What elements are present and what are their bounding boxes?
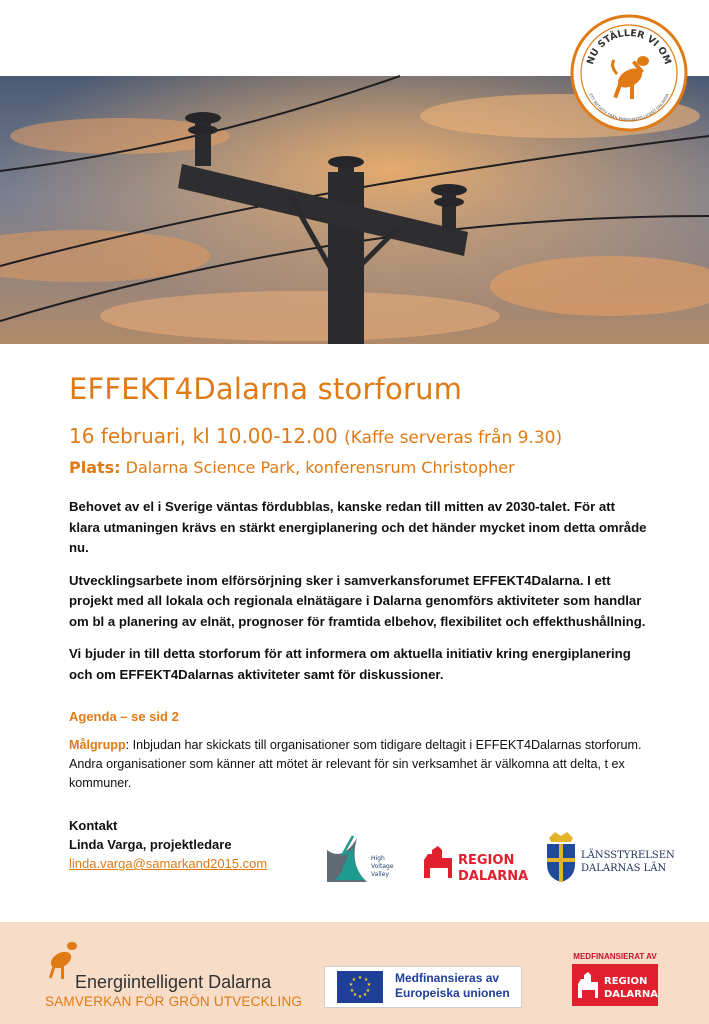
eu-line2: Europeiska unionen: [395, 986, 510, 1000]
target-group: [69, 736, 649, 793]
place-label: Plats:: [69, 458, 121, 477]
date-main: 16 februari, kl 10.00-12.00: [69, 424, 338, 448]
svg-text:REGION: REGION: [458, 853, 515, 868]
eu-line1: Medfinansieras av: [395, 971, 500, 985]
date-note: (Kaffe serveras från 9.30): [344, 428, 563, 448]
high-voltage-valley-logo: [323, 832, 405, 886]
ed-tagline: [45, 994, 302, 1009]
svg-text:★: ★: [365, 988, 371, 994]
svg-text:DALARNA: DALARNA: [604, 989, 658, 1000]
region-dalarna-logo: [422, 842, 530, 886]
contact-block: [69, 816, 267, 873]
campaign-badge: [570, 14, 688, 132]
svg-text:★: ★: [351, 977, 357, 983]
ed-name: Energiintelligent Dalarna: [75, 972, 272, 992]
badge-subtitle: ETT INITIATIV FRÅN ENERGIINTELLIGENT DALARNA: [588, 92, 670, 123]
svg-text:★: ★: [349, 988, 355, 994]
svg-text:★: ★: [357, 994, 363, 1000]
ed-tagline-b: FÖR GRÖN UTVECKLING: [131, 994, 303, 1009]
eu-flag-icon: [337, 971, 383, 1003]
contact-email-link[interactable]: linda.varga@samarkand2015.com: [69, 856, 268, 871]
contact-name: Linda Varga, projektledare: [69, 837, 232, 852]
event-title: EFFEKT4Dalarna storforum: [69, 372, 463, 406]
event-place: [69, 458, 515, 477]
svg-text:★: ★: [362, 992, 368, 998]
svg-text:REGION: REGION: [604, 976, 648, 987]
event-date: [69, 424, 562, 448]
region-dalarna-box: [572, 964, 658, 1006]
eu-text: [395, 971, 510, 1001]
jumping-horse-icon: [45, 936, 79, 982]
target-label: Målgrupp: [69, 738, 126, 752]
intro-text: [69, 497, 649, 697]
paragraph: Utvecklingsarbete inom elförsörjning sker i samverkansforumet EFFEKT4Dalarna. I ett projekt med all lokala och regionala elnätägare i Dalarna genomförs aktiviteter som handlar om bl a planering av elnät, prognoser för framtida elbehov, flexibilitet och effekthushållning.: [69, 572, 646, 629]
svg-text:LÄNSSTYRELSEN: LÄNSSTYRELSEN: [581, 850, 675, 861]
svg-text:★: ★: [357, 975, 363, 981]
coat-of-arms-icon: [547, 832, 575, 882]
energiintelligent-dalarna-logo: [45, 936, 303, 1016]
svg-text:Voltage: Voltage: [371, 863, 394, 870]
dala-horse-icon: [578, 972, 598, 998]
badge-title: NU STÄLLER VI OM: [585, 27, 673, 66]
paragraph: Vi bjuder in till detta storforum för att informera om aktuella initiativ kring energiplanering och om EFFEKT4Dalarnas aktiviteter samt för diskussioner.: [69, 646, 631, 682]
svg-text:★: ★: [348, 982, 354, 988]
svg-text:★: ★: [352, 992, 358, 998]
svg-text:DALARNAS LÄN: DALARNAS LÄN: [581, 863, 667, 874]
svg-text:DALARNA: DALARNA: [458, 869, 529, 884]
agenda-reference: Agenda – se sid 2: [69, 709, 179, 724]
svg-text:★: ★: [366, 982, 372, 988]
target-text: : Inbjudan har skickats till organisationer som tidigare deltagit i EFFEKT4Dalarnas storforum. Andra organisationer som känner att mötet är relevant för sin verksamhet är välkomna att delta, t ex kommuner.: [69, 738, 642, 790]
place-value: Dalarna Science Park, konferensrum Christopher: [125, 458, 515, 477]
svg-text:★: ★: [363, 977, 369, 983]
eu-cofinancing-logo: [324, 966, 522, 1008]
paragraph: Behovet av el i Sverige väntas fördubblas, kanske redan till mitten av 2030-talet. För att klara utmaningen krävs en stärkt energiplanering och det händer mycket inom detta område nu.: [69, 499, 647, 555]
region-cofinancing-logo: [568, 952, 662, 1014]
svg-text:High: High: [371, 855, 385, 862]
footer: [0, 922, 709, 1024]
ed-tagline-a: SAMVERKAN: [45, 994, 132, 1009]
lansstyrelsen-logo: [543, 830, 675, 886]
cofin-label: MEDFINANSIERAT AV: [573, 952, 657, 961]
dala-horse-icon: [424, 846, 452, 878]
svg-text:Valley: Valley: [371, 871, 389, 878]
contact-heading: Kontakt: [69, 818, 118, 833]
